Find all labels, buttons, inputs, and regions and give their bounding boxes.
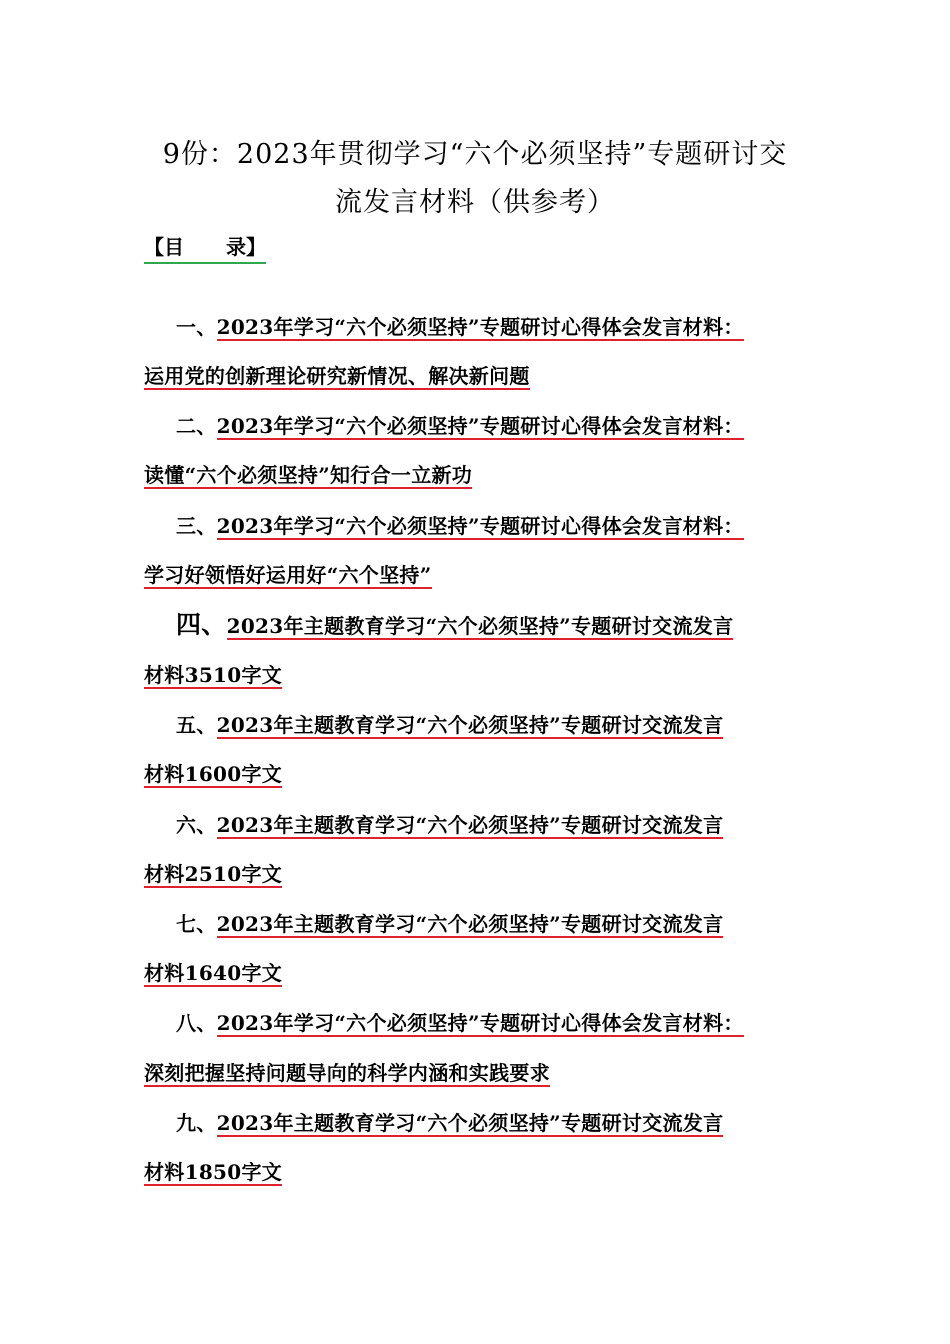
toc-item-7-continued[interactable]: [144, 958, 282, 988]
toc-item-link[interactable]: 2023年主题教育学习“六个必须坚持”专题研讨交流发言: [216, 1111, 724, 1135]
toc-item-4[interactable]: [176, 610, 733, 641]
toc-item-link[interactable]: 材料3510字文: [144, 663, 283, 687]
toc-item-2[interactable]: [176, 411, 744, 441]
toc-item-link[interactable]: 2023年学习“六个必须坚持”专题研讨心得体会发言材料：: [216, 1011, 744, 1035]
document-title-line-2: 流发言材料（供参考）: [335, 187, 615, 218]
toc-item-link[interactable]: 运用党的创新理论研究新情况、解决新问题: [144, 364, 530, 388]
toc-item-number: 一、: [176, 315, 217, 339]
toc-item-link[interactable]: 材料1850字文: [144, 1160, 283, 1184]
toc-item-link[interactable]: 2023年学习“六个必须坚持”专题研讨心得体会发言材料：: [216, 514, 744, 538]
toc-item-8-continued[interactable]: [144, 1058, 550, 1088]
toc-item-2-continued[interactable]: [144, 460, 472, 490]
toc-item-number: 九、: [176, 1111, 217, 1135]
toc-item-6-continued[interactable]: [144, 859, 282, 889]
toc-heading-close: 录】: [226, 235, 266, 259]
toc-item-link[interactable]: 读懂“六个必须坚持”知行合一立新功: [144, 463, 473, 487]
toc-item-6[interactable]: [176, 810, 723, 840]
toc-item-9[interactable]: [176, 1108, 723, 1138]
toc-item-4-continued[interactable]: [144, 660, 282, 690]
toc-heading-open: 【目: [144, 235, 184, 259]
toc-item-link[interactable]: 2023年主题教育学习“六个必须坚持”专题研讨交流发言: [216, 912, 724, 936]
toc-item-3[interactable]: [176, 511, 744, 541]
toc-item-link[interactable]: 2023年学习“六个必须坚持”专题研讨心得体会发言材料：: [216, 315, 744, 339]
toc-item-number: 七、: [176, 912, 217, 936]
toc-item-number: 八、: [176, 1011, 217, 1035]
toc-item-link[interactable]: 学习好领悟好运用好“六个坚持”: [144, 563, 432, 587]
toc-item-7[interactable]: [176, 909, 723, 939]
toc-item-5[interactable]: [176, 710, 723, 740]
toc-item-link[interactable]: 深刻把握坚持问题导向的科学内涵和实践要求: [144, 1061, 550, 1085]
toc-item-number: 三、: [176, 514, 217, 538]
toc-item-number: 六、: [176, 813, 217, 837]
toc-item-link[interactable]: 2023年主题教育学习“六个必须坚持”专题研讨交流发言: [216, 713, 724, 737]
toc-item-number: 二、: [176, 414, 217, 438]
toc-item-link[interactable]: 2023年主题教育学习“六个必须坚持”专题研讨交流发言: [216, 813, 724, 837]
toc-item-1[interactable]: [176, 312, 744, 342]
document-title-line-1: 9份：2023年贯彻学习“六个必须坚持”专题研讨交: [162, 139, 788, 170]
toc-item-8[interactable]: [176, 1008, 744, 1038]
toc-item-1-continued[interactable]: [144, 361, 530, 391]
toc-item-link[interactable]: 2023年学习“六个必须坚持”专题研讨心得体会发言材料：: [216, 414, 744, 438]
toc-item-link[interactable]: 2023年主题教育学习“六个必须坚持”专题研讨交流发言: [226, 614, 734, 638]
toc-item-link[interactable]: 材料1640字文: [144, 961, 283, 985]
toc-item-link[interactable]: 材料2510字文: [144, 862, 283, 886]
toc-item-number: 四、: [176, 610, 227, 639]
toc-item-5-continued[interactable]: [144, 759, 282, 789]
toc-item-link[interactable]: 材料1600字文: [144, 762, 283, 786]
toc-item-9-continued[interactable]: [144, 1157, 282, 1187]
toc-item-3-continued[interactable]: [144, 560, 432, 590]
toc-heading: [144, 232, 266, 264]
toc-item-number: 五、: [176, 713, 217, 737]
